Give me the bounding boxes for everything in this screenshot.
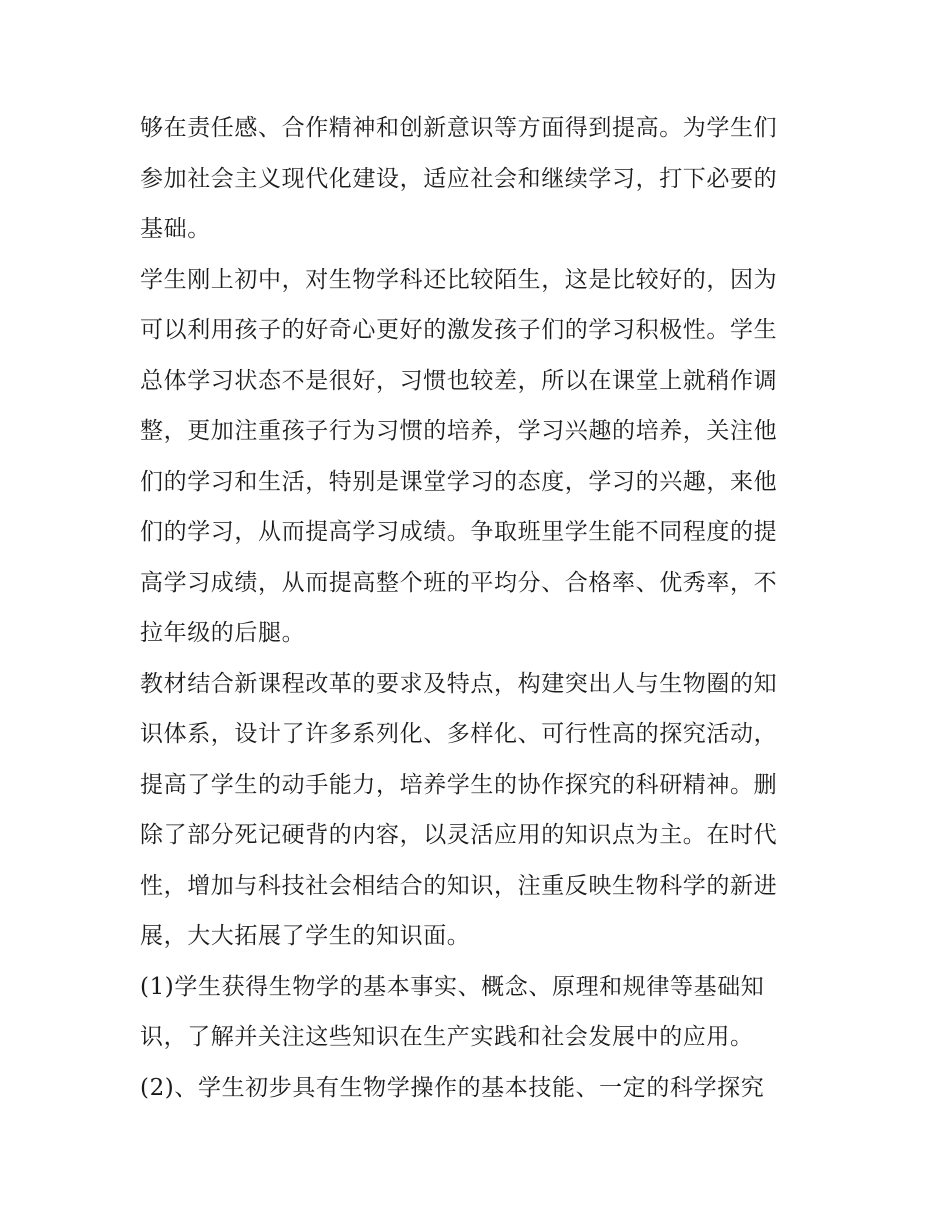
text-line: (1)学生获得生物学的基本事实、概念、原理和规律等基础知: [140, 973, 765, 1000]
text-line: 够在责任感、合作精神和创新意识等方面得到提高。为学生们: [140, 115, 778, 141]
text-line: 基础。: [140, 216, 211, 242]
text-line: 可以利用孩子的好奇心更好的激发孩子们的学习积极性。学生: [140, 317, 778, 343]
text-line: 高学习成绩，从而提高整个班的平均分、合格率、优秀率，不: [140, 569, 778, 596]
paragraph: [140, 103, 820, 255]
text-line: 整，更加注重孩子行为习惯的培养，学习兴趣的培养，关注他: [140, 418, 778, 444]
text-line: 们的学习和生活，特别是课堂学习的态度，学习的兴趣，来他: [140, 468, 778, 495]
text-line: 识体系，设计了许多系列化、多样化、可行性高的探究活动，: [140, 721, 778, 747]
document-body: [140, 103, 820, 1113]
text-line: (2)、学生初步具有生物学操作的基本技能、一定的科学探究: [140, 1074, 765, 1101]
text-line: 参加社会主义现代化建设，适应社会和继续学习，打下必要的: [140, 165, 778, 192]
text-line: 展，大大拓展了学生的知识面。: [140, 923, 471, 949]
text-line: 识，了解并关注这些知识在生产实践和社会发展中的应用。: [140, 1024, 754, 1050]
paragraph: [140, 1063, 820, 1114]
text-line: 教材结合新课程改革的要求及特点，构建突出人与生物圈的知: [140, 670, 778, 697]
text-line: 学生刚上初中，对生物学科还比较陌生，这是比较好的，因为: [140, 266, 778, 293]
text-line: 拉年级的后腿。: [140, 620, 306, 646]
paragraph: [140, 962, 820, 1063]
paragraph: [140, 659, 820, 962]
text-line: 总体学习状态不是很好，习惯也较差，所以在课堂上就稍作调: [140, 367, 778, 394]
text-line: 除了部分死记硬背的内容，以灵活应用的知识点为主。在时代: [140, 822, 778, 848]
text-line: 提高了学生的动手能力，培养学生的协作探究的科研精神。删: [140, 771, 778, 798]
paragraph: [140, 255, 820, 659]
text-line: 们的学习，从而提高学习成绩。争取班里学生能不同程度的提: [140, 519, 778, 545]
text-line: 性，增加与科技社会相结合的知识，注重反映生物科学的新进: [140, 872, 778, 899]
